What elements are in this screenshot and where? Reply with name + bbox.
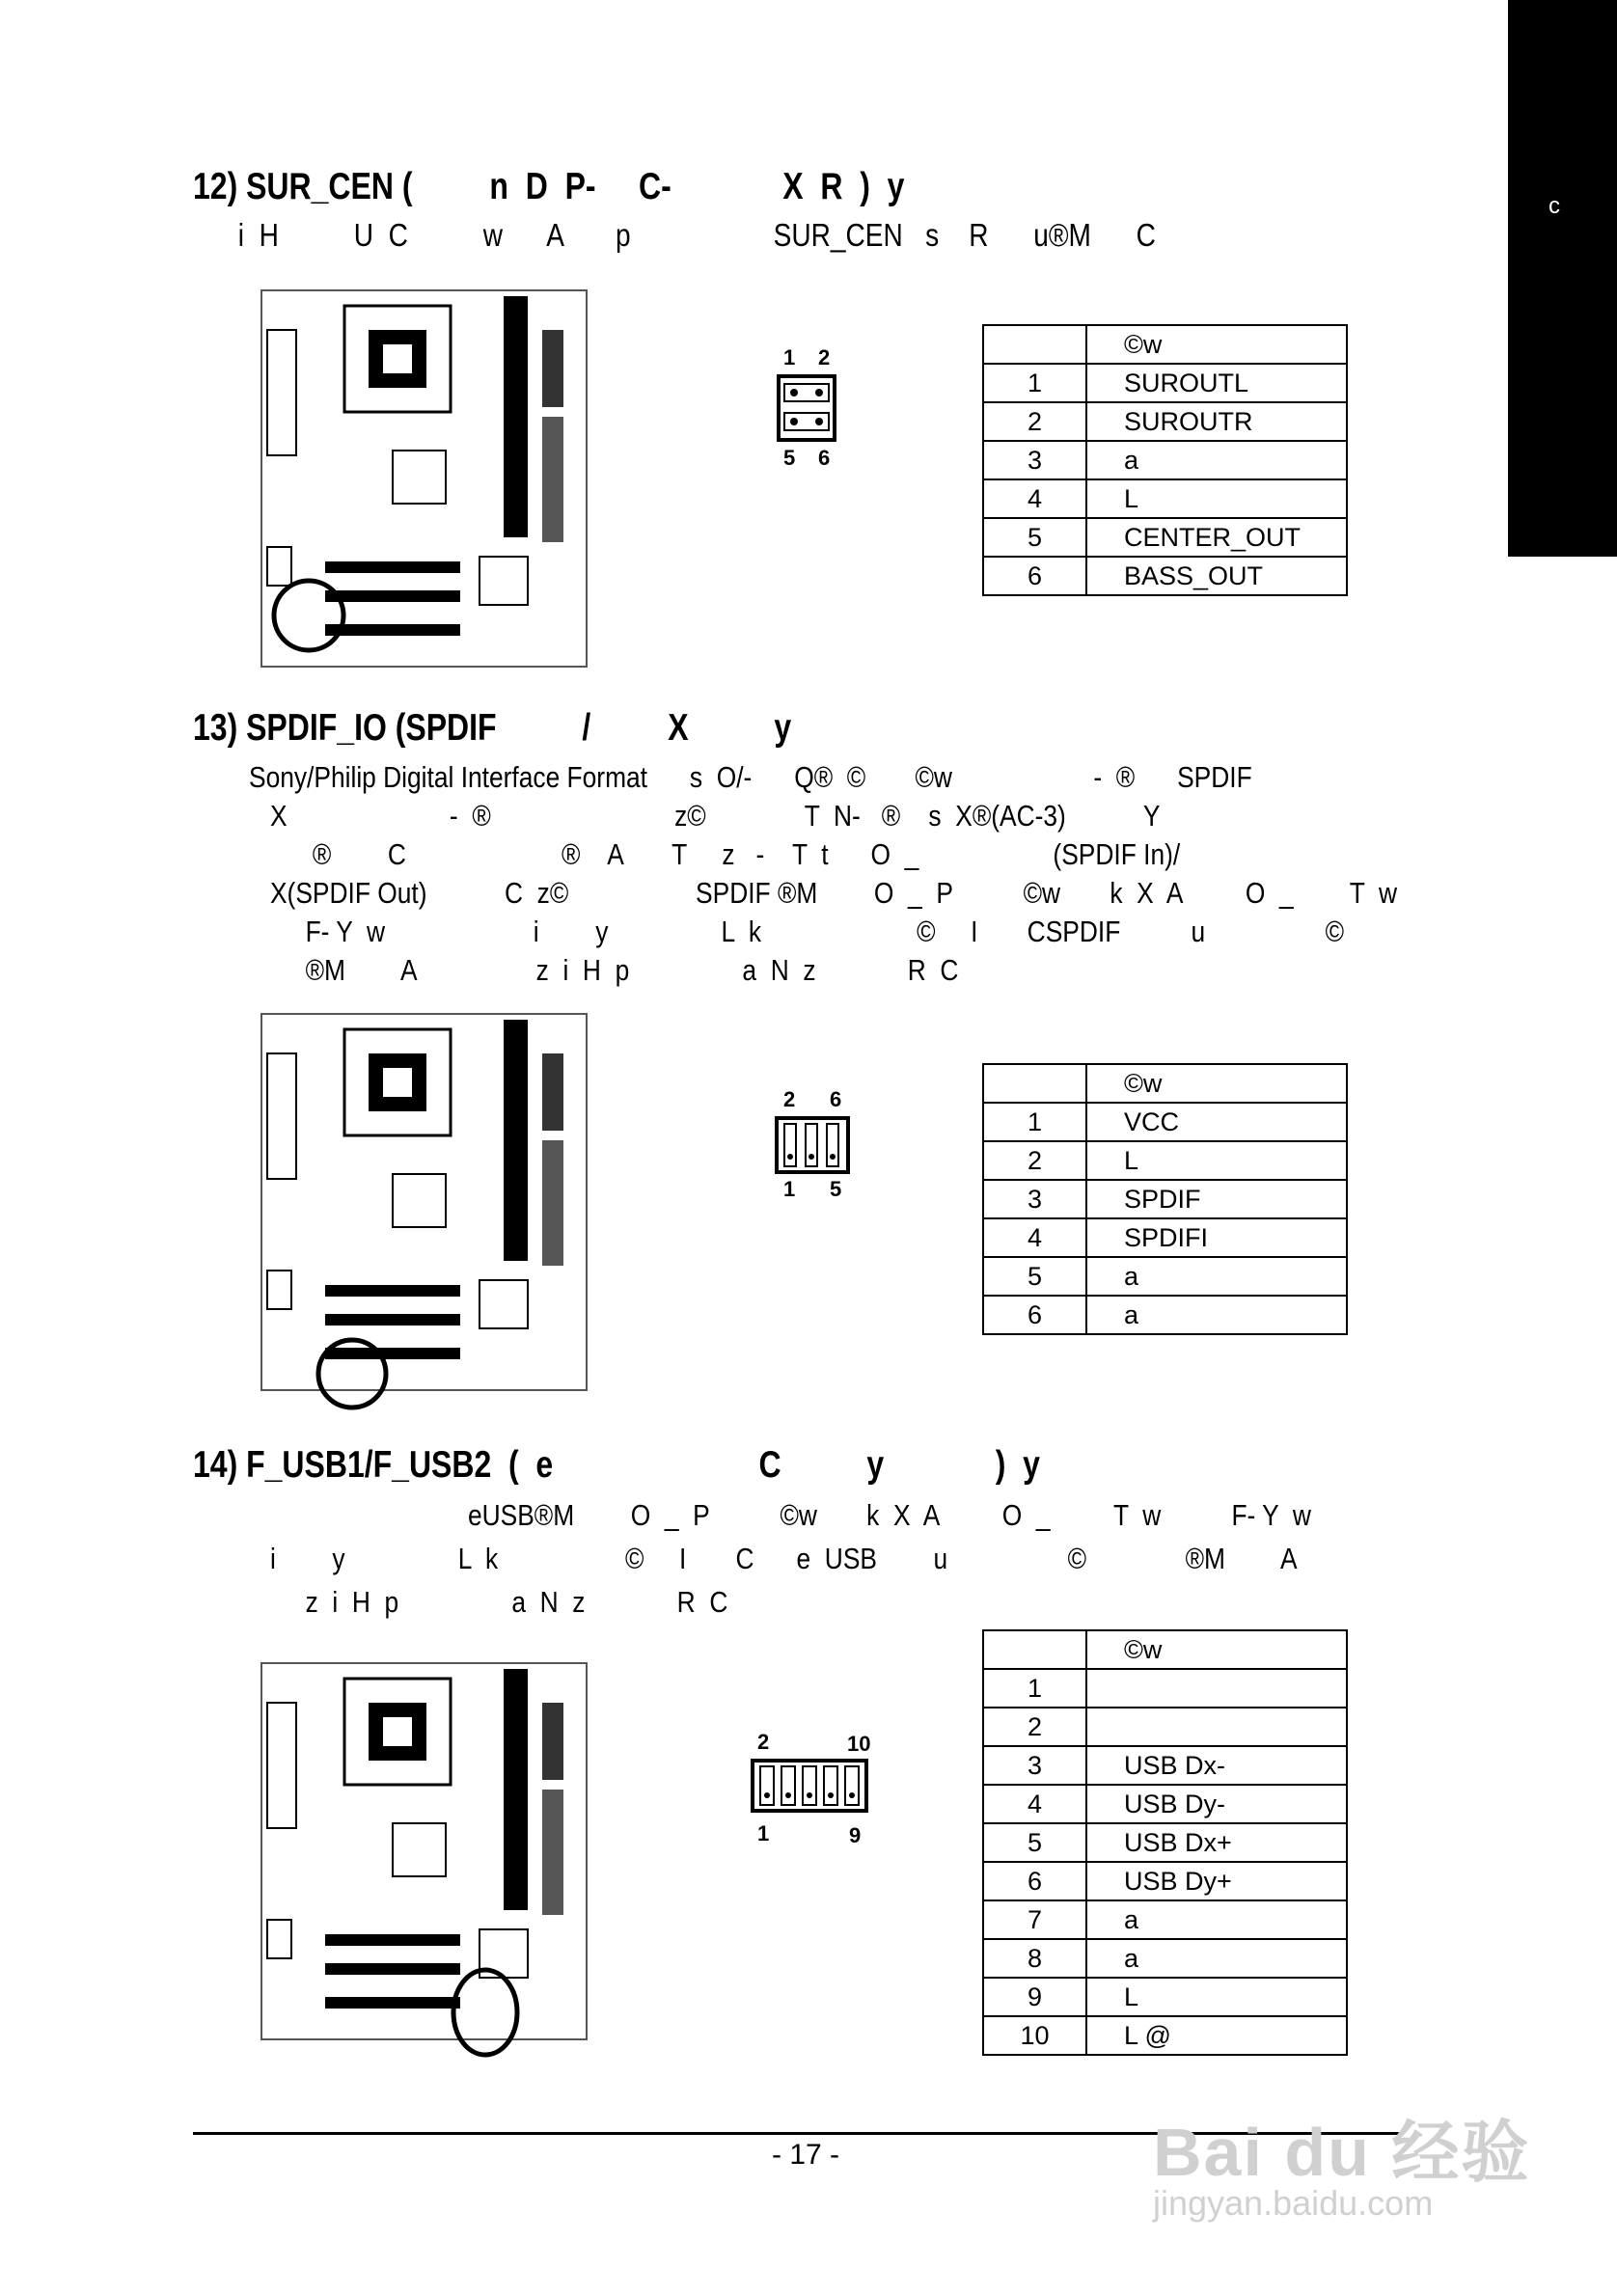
table-cell-sig: a	[1086, 1257, 1347, 1296]
section-13-desc-line-2: X - ® z© T N- ® s X®(AC-3) Y	[249, 799, 1161, 833]
pin-table-1	[982, 324, 1348, 596]
table-cell-sig: a	[1086, 1939, 1347, 1978]
connector-2-label-bottom-left: 1	[783, 1177, 796, 1201]
table-row	[983, 479, 1347, 518]
table-row	[983, 557, 1347, 595]
table-cell-num: 5	[983, 1823, 1086, 1862]
table-cell-sig: BASS_OUT	[1086, 557, 1347, 595]
table-row	[983, 1785, 1347, 1823]
motherboard-diagram-2	[260, 1013, 588, 1391]
highlight-circle-2	[314, 1335, 391, 1412]
table-cell-num: 4	[983, 1785, 1086, 1823]
table-row	[983, 1939, 1347, 1978]
table-cell-num: 7	[983, 1900, 1086, 1939]
table-row	[983, 1180, 1347, 1218]
table-cell-sig	[1086, 1669, 1347, 1708]
table-cell-sig: a	[1086, 441, 1347, 479]
table-row	[983, 1218, 1347, 1257]
section-13-desc-line-3: ® C ® A T z - T t O _ (SPDIF In)/	[249, 837, 1181, 871]
table-cell-sig: L	[1086, 1978, 1347, 2016]
table-row	[983, 1823, 1347, 1862]
section-13-desc-line-6: ®M A z i H p a N z R C	[249, 953, 959, 987]
connector-1-label-top-left: 1	[783, 345, 796, 369]
table-row	[983, 402, 1347, 441]
table-cell-num: 6	[983, 1296, 1086, 1334]
table-header-cell: ©w	[1086, 325, 1347, 364]
connector-3-label-bottom-left: 1	[757, 1821, 770, 1845]
table-cell-sig: SUROUTL	[1086, 364, 1347, 402]
connector-2-pin-header	[775, 1116, 850, 1174]
table-header-cell	[983, 1064, 1086, 1103]
table-row	[983, 364, 1347, 402]
table-row	[983, 441, 1347, 479]
table-row	[983, 1900, 1347, 1939]
table-cell-sig: SPDIFI	[1086, 1218, 1347, 1257]
table-cell-sig: SUROUTR	[1086, 402, 1347, 441]
table-cell-num: 1	[983, 1669, 1086, 1708]
table-cell-sig: L	[1086, 1141, 1347, 1180]
connector-3-label-top-right: 10	[847, 1732, 871, 1756]
table-cell-sig: CENTER_OUT	[1086, 518, 1347, 557]
table-row	[983, 1296, 1347, 1334]
table-cell-sig: SPDIF	[1086, 1180, 1347, 1218]
table-cell-sig: USB Dx-	[1086, 1746, 1347, 1785]
motherboard-diagram-3	[260, 1662, 588, 2040]
section-13-heading: 13) SPDIF_IO (SPDIF / X y	[193, 707, 792, 749]
section-14-desc-line-1: eUSB®M O _ P ©w k X A O _ T w F- Y w	[249, 1498, 1311, 1532]
motherboard-layout-3	[262, 1664, 586, 2038]
section-14-desc-line-2: i y L k © I C e USB u © ®M A	[249, 1542, 1298, 1575]
table-cell-num: 10	[983, 2016, 1086, 2055]
section-13-desc-line-4: X(SPDIF Out) C z© SPDIF ®M O _ P ©w k X A O _ T w	[249, 876, 1398, 910]
table-cell-num: 4	[983, 479, 1086, 518]
connector-1-pin-header	[777, 374, 836, 442]
table-cell-num: 3	[983, 1180, 1086, 1218]
highlight-circle-1	[270, 577, 347, 654]
table-row	[983, 1669, 1347, 1708]
connector-1-label-bottom-right: 6	[818, 446, 831, 470]
table-cell-num: 6	[983, 557, 1086, 595]
pin-table-3	[982, 1629, 1348, 2056]
table-cell-num: 2	[983, 1141, 1086, 1180]
table-row	[983, 1978, 1347, 2016]
table-cell-sig: L @	[1086, 2016, 1347, 2055]
section-14-heading: 14) F_USB1/F_USB2 ( e C y ) y	[193, 1444, 1040, 1486]
table-cell-num: 1	[983, 1103, 1086, 1141]
section-13-desc-line-5: F- Y w i y L k © I CSPDIF u ©	[249, 915, 1345, 948]
page-number: - 17 -	[772, 2139, 840, 2171]
table-cell-num: 3	[983, 1746, 1086, 1785]
table-cell-sig: VCC	[1086, 1103, 1347, 1141]
table-row	[983, 1103, 1347, 1141]
table-row	[983, 1746, 1347, 1785]
section-12-heading: 12) SUR_CEN ( n D P- C- X R ) y	[193, 166, 905, 207]
table-row	[983, 1257, 1347, 1296]
table-cell-num: 4	[983, 1218, 1086, 1257]
connector-1-label-top-right: 2	[818, 345, 831, 369]
table-row	[983, 518, 1347, 557]
connector-3-label-bottom-right: 9	[849, 1823, 862, 1847]
chapter-side-tab	[1508, 0, 1617, 557]
connector-2-label-top-right: 6	[830, 1087, 842, 1111]
table-header-row	[983, 1630, 1347, 1669]
table-cell-sig	[1086, 1708, 1347, 1746]
table-cell-sig: a	[1086, 1900, 1347, 1939]
table-cell-num: 9	[983, 1978, 1086, 2016]
table-row	[983, 1708, 1347, 1746]
table-cell-num: 2	[983, 1708, 1086, 1746]
table-cell-sig: a	[1086, 1296, 1347, 1334]
side-tab-label: c	[1548, 193, 1560, 219]
table-cell-num: 1	[983, 364, 1086, 402]
table-row	[983, 1862, 1347, 1900]
table-cell-num: 5	[983, 1257, 1086, 1296]
table-cell-num: 3	[983, 441, 1086, 479]
connector-3-label-top-left: 2	[757, 1730, 770, 1754]
table-header-cell	[983, 325, 1086, 364]
table-cell-num: 6	[983, 1862, 1086, 1900]
table-cell-sig: L	[1086, 479, 1347, 518]
table-header-cell: ©w	[1086, 1630, 1347, 1669]
table-header-cell: ©w	[1086, 1064, 1347, 1103]
table-cell-num: 2	[983, 402, 1086, 441]
connector-2-label-top-left: 2	[783, 1087, 796, 1111]
connector-2-label-bottom-right: 5	[830, 1177, 842, 1201]
pin-table-2	[982, 1063, 1348, 1335]
section-13-desc-line-1: Sony/Philip Digital Interface Format s O/- Q® © ©w - ® SPDIF	[249, 760, 1252, 794]
watermark-url: jingyan.baidu.com	[1153, 2183, 1434, 2223]
watermark-brand: Bai du 经验	[1153, 2115, 1531, 2190]
section-14-desc-line-3: z i H p a N z R C	[249, 1585, 728, 1619]
motherboard-layout-2	[262, 1015, 586, 1389]
highlight-circle-3	[449, 1964, 526, 2061]
table-row	[983, 1141, 1347, 1180]
table-cell-sig: USB Dy-	[1086, 1785, 1347, 1823]
connector-1-label-bottom-left: 5	[783, 446, 796, 470]
connector-3-pin-header	[751, 1759, 868, 1813]
table-cell-num: 8	[983, 1939, 1086, 1978]
table-cell-num: 5	[983, 518, 1086, 557]
section-12-desc-line-1: i H U C w A p SUR_CEN s R u®M C	[193, 217, 1156, 253]
table-header-cell	[983, 1630, 1086, 1669]
table-row	[983, 2016, 1347, 2055]
table-header-row	[983, 1064, 1347, 1103]
table-cell-sig: USB Dx+	[1086, 1823, 1347, 1862]
table-header-row	[983, 325, 1347, 364]
table-cell-sig: USB Dy+	[1086, 1862, 1347, 1900]
